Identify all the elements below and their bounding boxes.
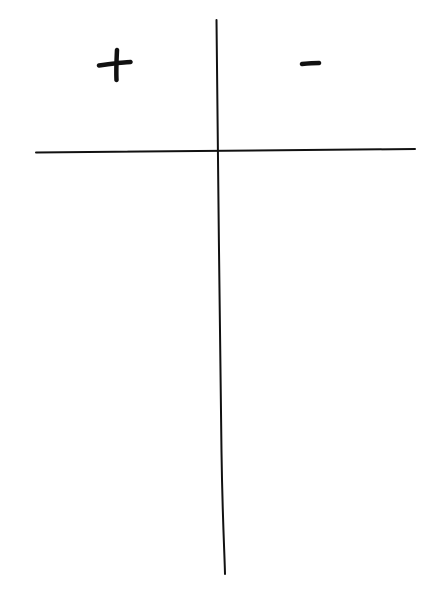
vertical-divider [217,20,226,574]
minus-stroke [302,63,319,64]
horizontal-divider [36,149,415,153]
minus-header-mark [302,63,319,64]
plus-header-mark [99,50,131,80]
plus-vertical-stroke [116,50,117,80]
